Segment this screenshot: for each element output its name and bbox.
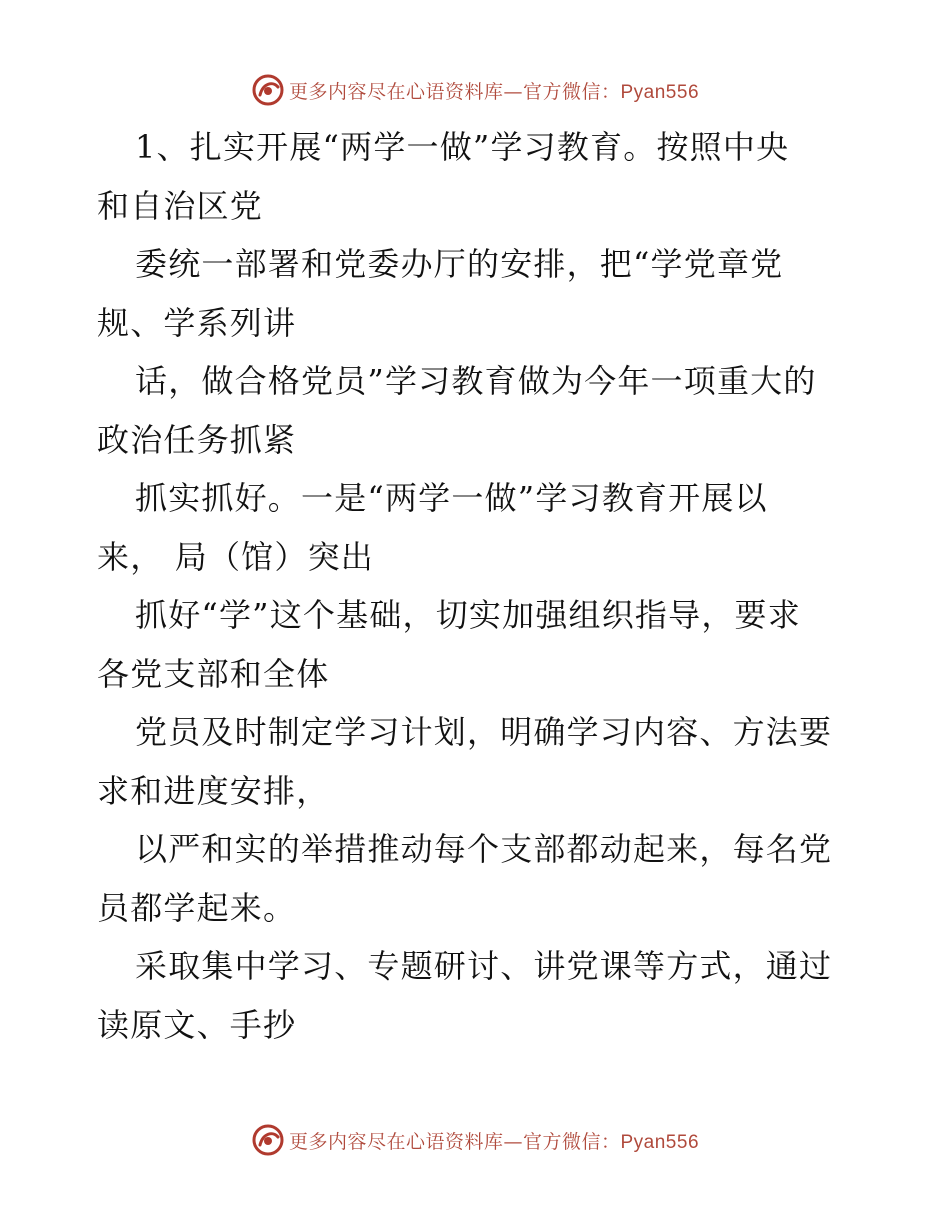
body-line: 求和进度安排， bbox=[97, 771, 330, 810]
body-line: 政治任务抓紧 bbox=[97, 420, 297, 459]
header-site-text: 更多内容尽在心语资料库 bbox=[288, 80, 504, 103]
red-swirl-logo-icon bbox=[251, 73, 285, 107]
body-line: 和自治区党 bbox=[97, 186, 264, 225]
body-line: 抓实抓好。一是“两学一做”学习教育开展以 bbox=[135, 479, 768, 517]
red-swirl-logo-icon bbox=[251, 1123, 285, 1157]
footer-site-text: 更多内容尽在心语资料库 bbox=[288, 1130, 504, 1153]
header-banner-text bbox=[289, 77, 699, 104]
body-line: 话，做合格党员”学习教育做为今年一项重大的 bbox=[135, 362, 817, 400]
body-line: 各党支部和全体 bbox=[97, 654, 330, 693]
footer-banner-text bbox=[289, 1127, 699, 1154]
body-line: 以严和实的举措推动每个支部都动起来，每名党 bbox=[135, 830, 833, 868]
body-line: 员都学起来。 bbox=[97, 888, 297, 927]
footer-dash: — bbox=[503, 1130, 523, 1153]
body-text bbox=[97, 118, 857, 1054]
header-dash: — bbox=[503, 80, 523, 103]
body-line: 规、学系列讲 bbox=[97, 303, 297, 342]
header-wechat-label: 官方微信： bbox=[522, 80, 621, 103]
footer-wechat-label: 官方微信： bbox=[522, 1130, 621, 1153]
body-line: 采取集中学习、专题研讨、讲党课等方式，通过 bbox=[135, 947, 833, 985]
header-wechat-id: Pyan556 bbox=[620, 81, 700, 103]
footer-wechat-id: Pyan556 bbox=[620, 1131, 700, 1153]
body-line: 来， 局（馆）突出 bbox=[97, 537, 374, 576]
body-line: 党员及时制定学习计划，明确学习内容、方法要 bbox=[135, 713, 833, 751]
footer-banner bbox=[0, 1120, 950, 1160]
body-line: 委统一部署和党委办厅的安排，把“学党章党 bbox=[135, 245, 784, 283]
header-banner bbox=[0, 70, 950, 110]
body-line: 抓好“学”这个基础，切实加强组织指导，要求 bbox=[135, 596, 801, 634]
body-line: 1、扎实开展“两学一做”学习教育。按照中央 bbox=[135, 128, 790, 166]
body-line: 读原文、手抄 bbox=[97, 1005, 297, 1044]
